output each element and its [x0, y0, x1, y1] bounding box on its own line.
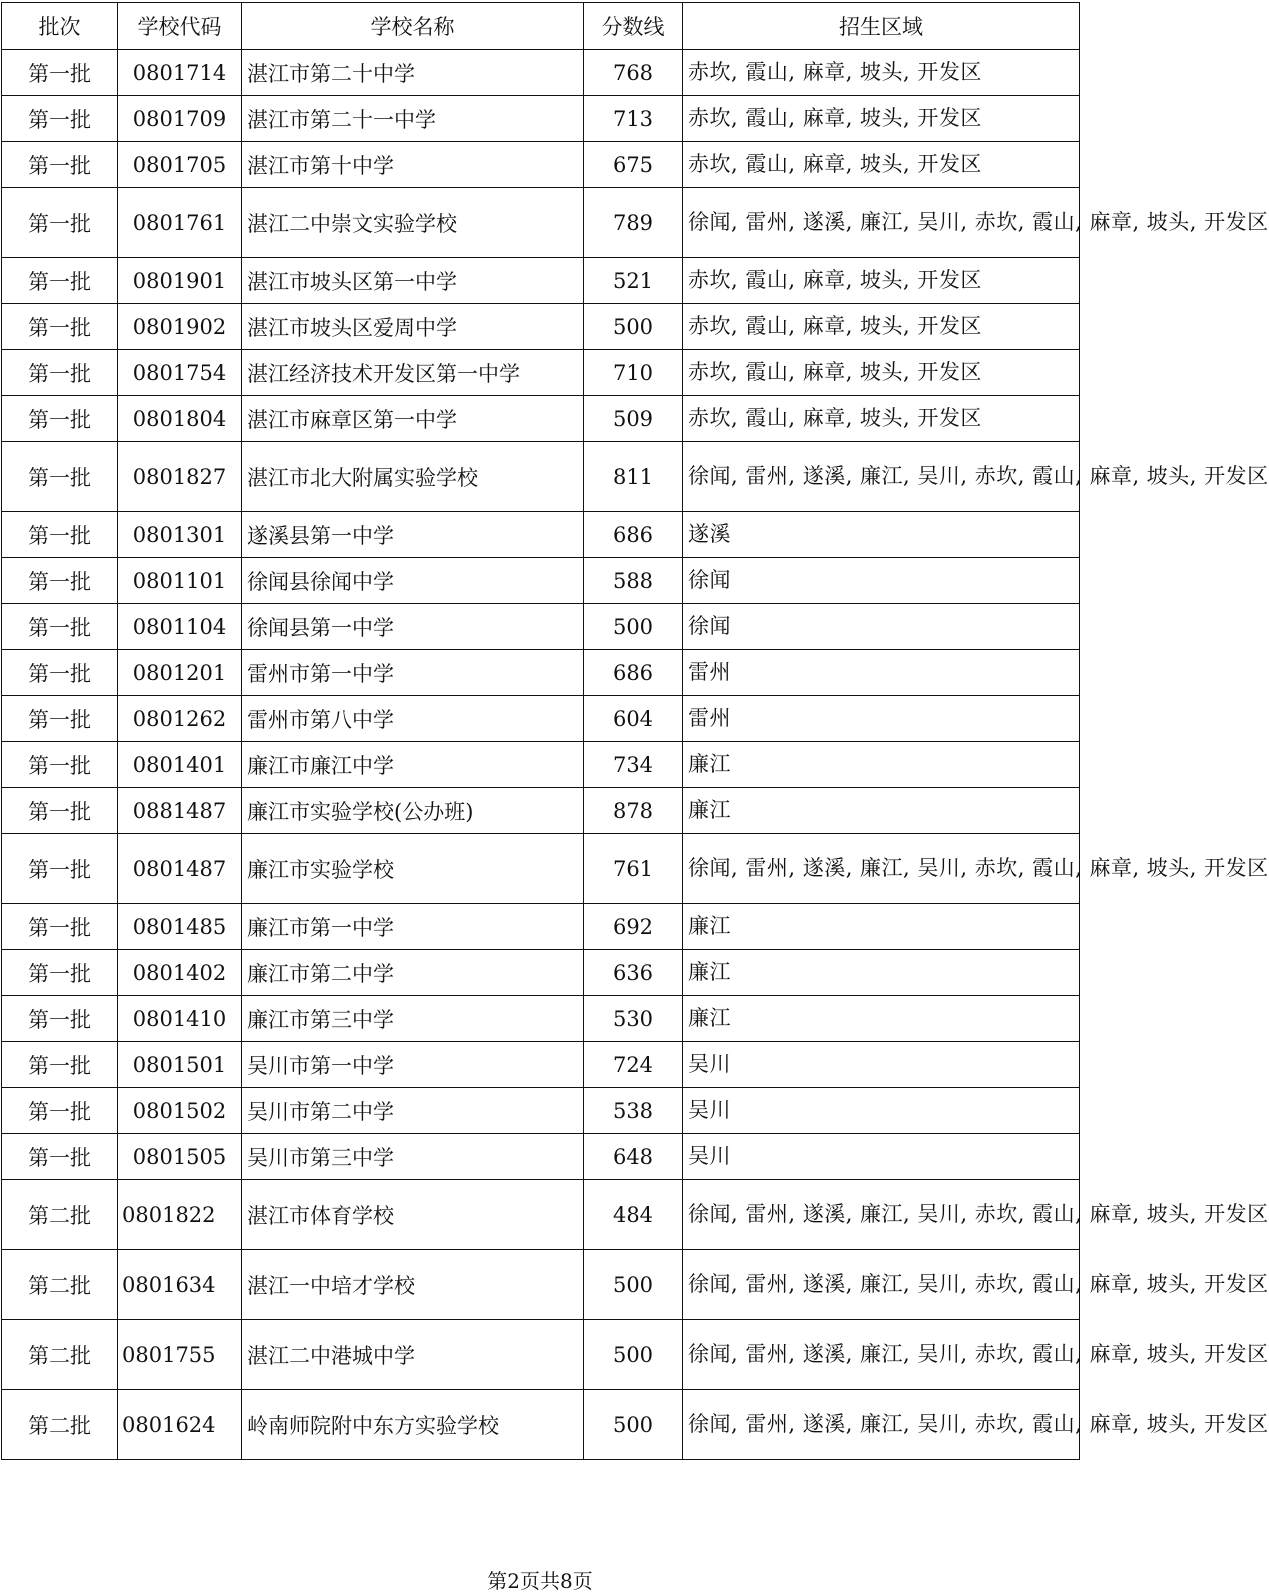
cell-score-line: 538	[584, 1088, 683, 1134]
cell-enrollment-region: 遂溪	[683, 512, 1080, 558]
cell-score-line: 530	[584, 996, 683, 1042]
cell-batch: 第一批	[2, 1088, 118, 1134]
cell-score-line: 500	[584, 1250, 683, 1320]
header-school-code: 学校代码	[118, 3, 242, 50]
cell-batch: 第一批	[2, 188, 118, 258]
cell-school-name: 吴川市第一中学	[242, 1042, 584, 1088]
cell-enrollment-region: 廉江	[683, 904, 1080, 950]
cell-batch: 第一批	[2, 96, 118, 142]
cell-enrollment-region: 徐闻	[683, 604, 1080, 650]
cell-enrollment-region: 赤坎, 霞山, 麻章, 坡头, 开发区	[683, 142, 1080, 188]
cell-enrollment-region: 赤坎, 霞山, 麻章, 坡头, 开发区	[683, 396, 1080, 442]
table-row	[2, 834, 1080, 904]
cell-batch: 第一批	[2, 742, 118, 788]
cell-batch: 第一批	[2, 1042, 118, 1088]
cell-school-name: 湛江市第二十一中学	[242, 96, 584, 142]
cell-school-name: 湛江市北大附属实验学校	[242, 442, 584, 512]
cell-batch: 第二批	[2, 1320, 118, 1390]
header-enrollment-region: 招生区域	[683, 3, 1080, 50]
cell-score-line: 710	[584, 350, 683, 396]
table-row	[2, 650, 1080, 696]
cell-school-name: 湛江市坡头区第一中学	[242, 258, 584, 304]
cell-enrollment-region: 吴川	[683, 1134, 1080, 1180]
cell-school-code: 0801709	[118, 96, 242, 142]
cell-school-name: 湛江市坡头区爱周中学	[242, 304, 584, 350]
cell-batch: 第二批	[2, 1250, 118, 1320]
cell-school-code: 0801634	[118, 1250, 242, 1320]
cell-score-line: 768	[584, 50, 683, 96]
cell-school-name: 遂溪县第一中学	[242, 512, 584, 558]
cell-school-name: 廉江市实验学校	[242, 834, 584, 904]
cell-school-name: 徐闻县第一中学	[242, 604, 584, 650]
cell-school-name: 廉江市实验学校(公办班)	[242, 788, 584, 834]
cell-school-name: 廉江市第二中学	[242, 950, 584, 996]
cell-enrollment-region: 赤坎, 霞山, 麻章, 坡头, 开发区	[683, 350, 1080, 396]
cell-school-code: 0801902	[118, 304, 242, 350]
cell-batch: 第一批	[2, 996, 118, 1042]
cell-school-name: 岭南师院附中东方实验学校	[242, 1390, 584, 1460]
cell-enrollment-region: 廉江	[683, 996, 1080, 1042]
cell-school-code: 0801487	[118, 834, 242, 904]
cell-score-line: 675	[584, 142, 683, 188]
table-row	[2, 1320, 1080, 1390]
cell-school-code: 0801501	[118, 1042, 242, 1088]
cell-batch: 第一批	[2, 350, 118, 396]
cell-score-line: 789	[584, 188, 683, 258]
table-row	[2, 558, 1080, 604]
cell-batch: 第一批	[2, 904, 118, 950]
cell-school-name: 湛江经济技术开发区第一中学	[242, 350, 584, 396]
cell-school-code: 0801822	[118, 1180, 242, 1250]
header-school-name: 学校名称	[242, 3, 584, 50]
cell-school-code: 0801505	[118, 1134, 242, 1180]
table-row	[2, 904, 1080, 950]
table-row	[2, 604, 1080, 650]
cell-batch: 第一批	[2, 558, 118, 604]
cell-school-name: 徐闻县徐闻中学	[242, 558, 584, 604]
cell-school-code: 0801104	[118, 604, 242, 650]
cell-school-name: 廉江市第一中学	[242, 904, 584, 950]
cell-score-line: 588	[584, 558, 683, 604]
cell-school-code: 0801301	[118, 512, 242, 558]
cell-enrollment-region: 赤坎, 霞山, 麻章, 坡头, 开发区	[683, 258, 1080, 304]
cell-score-line: 484	[584, 1180, 683, 1250]
cell-school-name: 湛江市第十中学	[242, 142, 584, 188]
cell-score-line: 761	[584, 834, 683, 904]
cell-score-line: 604	[584, 696, 683, 742]
cell-school-code: 0801827	[118, 442, 242, 512]
cell-school-name: 雷州市第一中学	[242, 650, 584, 696]
cell-batch: 第二批	[2, 1180, 118, 1250]
cell-score-line: 500	[584, 604, 683, 650]
cell-enrollment-region: 雷州	[683, 696, 1080, 742]
table-row	[2, 396, 1080, 442]
cell-enrollment-region: 徐闻, 雷州, 遂溪, 廉江, 吴川, 赤坎, 霞山, 麻章, 坡头, 开发区	[683, 834, 1080, 904]
cell-school-code: 0801262	[118, 696, 242, 742]
cell-batch: 第一批	[2, 304, 118, 350]
cell-batch: 第一批	[2, 442, 118, 512]
cell-batch: 第一批	[2, 650, 118, 696]
admission-score-table	[1, 2, 1269, 1460]
cell-batch: 第一批	[2, 258, 118, 304]
cell-enrollment-region: 徐闻, 雷州, 遂溪, 廉江, 吴川, 赤坎, 霞山, 麻章, 坡头, 开发区	[683, 1250, 1080, 1320]
cell-enrollment-region: 赤坎, 霞山, 麻章, 坡头, 开发区	[683, 96, 1080, 142]
table-row	[2, 350, 1080, 396]
table-row	[2, 1088, 1080, 1134]
cell-batch: 第一批	[2, 1134, 118, 1180]
cell-score-line: 500	[584, 304, 683, 350]
cell-school-name: 雷州市第八中学	[242, 696, 584, 742]
table-header-row	[2, 3, 1080, 50]
cell-score-line: 500	[584, 1320, 683, 1390]
table-row	[2, 188, 1080, 258]
cell-school-name: 湛江市第二十中学	[242, 50, 584, 96]
cell-enrollment-region: 雷州	[683, 650, 1080, 696]
table-row	[2, 442, 1080, 512]
table-row	[2, 1250, 1080, 1320]
cell-enrollment-region: 徐闻, 雷州, 遂溪, 廉江, 吴川, 赤坎, 霞山, 麻章, 坡头, 开发区	[683, 188, 1080, 258]
table-row	[2, 1390, 1080, 1460]
cell-school-name: 湛江一中培才学校	[242, 1250, 584, 1320]
cell-batch: 第一批	[2, 788, 118, 834]
table-row	[2, 512, 1080, 558]
table-row	[2, 788, 1080, 834]
table-row	[2, 1180, 1080, 1250]
cell-school-code: 0801485	[118, 904, 242, 950]
cell-enrollment-region: 徐闻, 雷州, 遂溪, 廉江, 吴川, 赤坎, 霞山, 麻章, 坡头, 开发区	[683, 442, 1080, 512]
table-row	[2, 96, 1080, 142]
cell-score-line: 811	[584, 442, 683, 512]
cell-school-code: 0801714	[118, 50, 242, 96]
header-batch: 批次	[2, 3, 118, 50]
header-score-line: 分数线	[584, 3, 683, 50]
cell-enrollment-region: 徐闻, 雷州, 遂溪, 廉江, 吴川, 赤坎, 霞山, 麻章, 坡头, 开发区	[683, 1390, 1080, 1460]
cell-score-line: 724	[584, 1042, 683, 1088]
table-row	[2, 304, 1080, 350]
cell-school-name: 湛江市麻章区第一中学	[242, 396, 584, 442]
cell-school-code: 0801754	[118, 350, 242, 396]
cell-school-code: 0801201	[118, 650, 242, 696]
cell-score-line: 500	[584, 1390, 683, 1460]
cell-score-line: 692	[584, 904, 683, 950]
table-row	[2, 742, 1080, 788]
cell-school-code: 0801705	[118, 142, 242, 188]
cell-school-code: 0801804	[118, 396, 242, 442]
cell-score-line: 686	[584, 512, 683, 558]
cell-batch: 第一批	[2, 696, 118, 742]
cell-school-code: 0801502	[118, 1088, 242, 1134]
cell-enrollment-region: 赤坎, 霞山, 麻章, 坡头, 开发区	[683, 50, 1080, 96]
cell-score-line: 878	[584, 788, 683, 834]
cell-school-code: 0801901	[118, 258, 242, 304]
table-row	[2, 258, 1080, 304]
cell-school-name: 吴川市第二中学	[242, 1088, 584, 1134]
table-row	[2, 50, 1080, 96]
cell-school-name: 吴川市第三中学	[242, 1134, 584, 1180]
table-row	[2, 142, 1080, 188]
cell-enrollment-region: 廉江	[683, 950, 1080, 996]
cell-school-code: 0801401	[118, 742, 242, 788]
cell-enrollment-region: 廉江	[683, 788, 1080, 834]
cell-school-name: 湛江二中崇文实验学校	[242, 188, 584, 258]
cell-enrollment-region: 徐闻, 雷州, 遂溪, 廉江, 吴川, 赤坎, 霞山, 麻章, 坡头, 开发区	[683, 1320, 1080, 1390]
cell-school-code: 0801761	[118, 188, 242, 258]
cell-school-code: 0801410	[118, 996, 242, 1042]
table-row	[2, 1042, 1080, 1088]
table-row	[2, 696, 1080, 742]
cell-batch: 第一批	[2, 396, 118, 442]
cell-enrollment-region: 赤坎, 霞山, 麻章, 坡头, 开发区	[683, 304, 1080, 350]
cell-school-name: 廉江市廉江中学	[242, 742, 584, 788]
cell-batch: 第一批	[2, 834, 118, 904]
cell-school-code: 0801755	[118, 1320, 242, 1390]
cell-score-line: 713	[584, 96, 683, 142]
cell-school-name: 湛江市体育学校	[242, 1180, 584, 1250]
cell-school-code: 0801101	[118, 558, 242, 604]
cell-enrollment-region: 徐闻	[683, 558, 1080, 604]
cell-school-name: 湛江二中港城中学	[242, 1320, 584, 1390]
cell-score-line: 636	[584, 950, 683, 996]
cell-enrollment-region: 吴川	[683, 1088, 1080, 1134]
cell-batch: 第一批	[2, 950, 118, 996]
cell-score-line: 686	[584, 650, 683, 696]
table-row	[2, 996, 1080, 1042]
cell-score-line: 734	[584, 742, 683, 788]
cell-batch: 第二批	[2, 1390, 118, 1460]
cell-school-code: 0881487	[118, 788, 242, 834]
cell-score-line: 509	[584, 396, 683, 442]
cell-batch: 第一批	[2, 50, 118, 96]
cell-enrollment-region: 吴川	[683, 1042, 1080, 1088]
cell-batch: 第一批	[2, 604, 118, 650]
cell-enrollment-region: 徐闻, 雷州, 遂溪, 廉江, 吴川, 赤坎, 霞山, 麻章, 坡头, 开发区	[683, 1180, 1080, 1250]
cell-batch: 第一批	[2, 142, 118, 188]
table-row	[2, 1134, 1080, 1180]
cell-school-code: 0801624	[118, 1390, 242, 1460]
cell-enrollment-region: 廉江	[683, 742, 1080, 788]
cell-score-line: 648	[584, 1134, 683, 1180]
page-number-footer: 第2页共8页	[487, 1569, 593, 1593]
cell-school-name: 廉江市第三中学	[242, 996, 584, 1042]
cell-school-code: 0801402	[118, 950, 242, 996]
cell-batch: 第一批	[2, 512, 118, 558]
cell-score-line: 521	[584, 258, 683, 304]
table-row	[2, 950, 1080, 996]
